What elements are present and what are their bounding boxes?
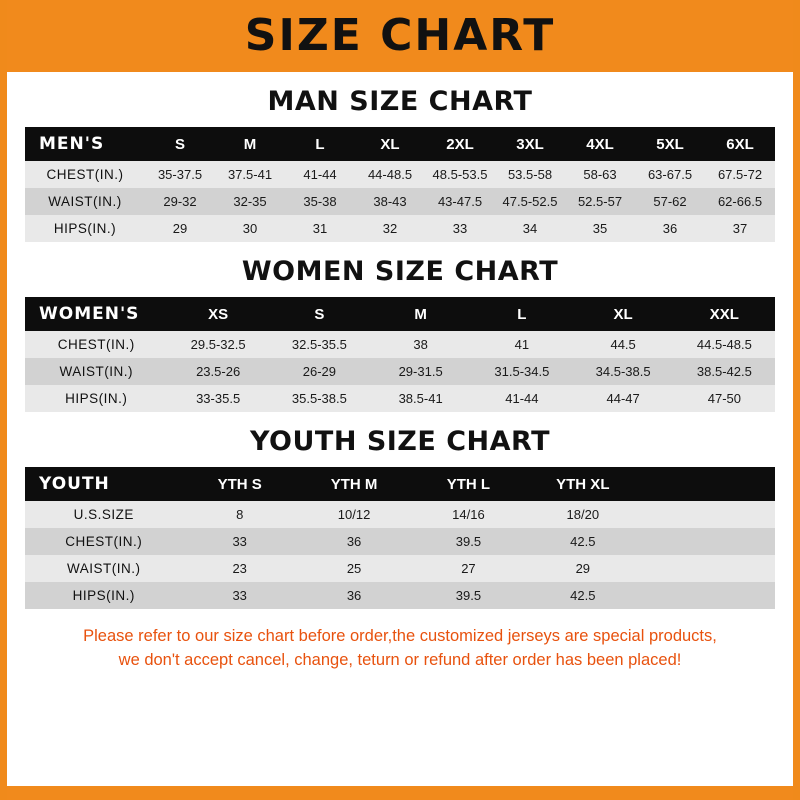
men-col-xl: XL xyxy=(355,127,425,161)
women-col-m: M xyxy=(370,297,471,331)
table-cell: 33-35.5 xyxy=(196,391,241,406)
women-col-xxl: XXL xyxy=(674,297,775,331)
table-cell: 38-43 xyxy=(373,194,407,209)
table-cell: 47-50 xyxy=(707,391,741,406)
table-cell: 29 xyxy=(575,561,591,576)
men-col-l: L xyxy=(285,127,355,161)
youth-size-table xyxy=(25,467,775,609)
table-cell-spacer xyxy=(640,555,775,582)
table-cell: 29-32 xyxy=(163,194,197,209)
table-row xyxy=(25,215,775,242)
table-row xyxy=(25,385,775,412)
youth-col-xl: YTH XL xyxy=(526,467,640,501)
table-cell: 35-38 xyxy=(303,194,337,209)
table-row xyxy=(25,331,775,358)
table-cell: 34 xyxy=(522,221,538,236)
page-title: SIZE CHART xyxy=(244,10,556,61)
youth-col-l: YTH L xyxy=(411,467,525,501)
men-row-header-label: MEN'S xyxy=(25,127,145,161)
table-cell: 33 xyxy=(452,221,468,236)
men-size-table xyxy=(25,127,775,242)
table-cell: 37 xyxy=(732,221,748,236)
table-cell: 29 xyxy=(172,221,188,236)
table-cell: 67.5-72 xyxy=(717,167,763,182)
women-size-table xyxy=(25,297,775,412)
youth-row-label-waist: WAIST(IN.) xyxy=(67,561,141,576)
youth-col-spacer xyxy=(640,467,775,501)
section-title-youth: YOUTH SIZE CHART xyxy=(249,426,551,457)
table-cell: 31.5-34.5 xyxy=(494,364,550,379)
men-row-label-hips: HIPS(IN.) xyxy=(53,221,117,236)
chart-content xyxy=(7,86,793,673)
men-col-5xl: 5XL xyxy=(635,127,705,161)
table-cell: 30 xyxy=(242,221,258,236)
men-row-label-waist: WAIST(IN.) xyxy=(48,194,122,209)
table-cell: 43-47.5 xyxy=(437,194,483,209)
table-cell: 8 xyxy=(236,507,244,522)
table-cell-spacer xyxy=(640,528,775,555)
table-cell: 62-66.5 xyxy=(717,194,763,209)
table-cell: 57-62 xyxy=(653,194,687,209)
table-cell: 44.5 xyxy=(610,337,636,352)
men-col-4xl: 4XL xyxy=(565,127,635,161)
table-cell: 33 xyxy=(232,534,247,549)
table-cell: 37.5-41 xyxy=(227,167,273,182)
women-row-label-hips: HIPS(IN.) xyxy=(65,391,128,406)
table-row xyxy=(25,501,775,528)
men-col-s: S xyxy=(145,127,215,161)
table-cell: 18/20 xyxy=(566,507,600,522)
footer-note-line-2: we don't accept cancel, change, teturn or refund after order has been placed! xyxy=(118,650,682,669)
table-cell: 35.5-38.5 xyxy=(291,391,347,406)
table-cell: 44-48.5 xyxy=(367,167,413,182)
section-title-women: WOMEN SIZE CHART xyxy=(241,256,559,287)
table-cell: 33 xyxy=(232,588,247,603)
table-cell: 27 xyxy=(461,561,476,576)
men-col-2xl: 2XL xyxy=(425,127,495,161)
youth-row-header-label: YOUTH xyxy=(25,467,183,501)
table-cell: 23 xyxy=(232,561,247,576)
table-cell: 58-63 xyxy=(583,167,617,182)
youth-row-label-ussize: U.S.SIZE xyxy=(73,507,134,522)
men-col-3xl: 3XL xyxy=(495,127,565,161)
table-cell: 41-44 xyxy=(303,167,337,182)
table-cell: 41-44 xyxy=(505,391,539,406)
youth-col-m: YTH M xyxy=(297,467,411,501)
table-cell: 10/12 xyxy=(337,507,371,522)
bottom-accent-bar xyxy=(7,786,793,800)
table-cell: 32 xyxy=(382,221,398,236)
table-cell: 36 xyxy=(346,534,362,549)
table-cell: 32-35 xyxy=(233,194,267,209)
youth-row-label-hips: HIPS(IN.) xyxy=(72,588,135,603)
table-row xyxy=(25,528,775,555)
women-col-l: L xyxy=(471,297,572,331)
men-row-label-chest: CHEST(IN.) xyxy=(46,167,124,182)
table-cell: 36 xyxy=(346,588,362,603)
table-cell: 39.5 xyxy=(455,588,482,603)
footer-note xyxy=(25,625,775,673)
men-col-m: M xyxy=(215,127,285,161)
youth-col-s: YTH S xyxy=(183,467,297,501)
women-row-label-chest: CHEST(IN.) xyxy=(57,337,135,352)
table-cell: 35 xyxy=(592,221,608,236)
table-cell: 47.5-52.5 xyxy=(502,194,558,209)
table-cell: 42.5 xyxy=(570,588,596,603)
table-row xyxy=(25,358,775,385)
table-cell: 31 xyxy=(312,221,328,236)
table-cell: 53.5-58 xyxy=(507,167,553,182)
table-row xyxy=(25,582,775,609)
table-header-row xyxy=(25,297,775,331)
women-row-label-waist: WAIST(IN.) xyxy=(59,364,133,379)
table-row xyxy=(25,188,775,215)
table-header-row xyxy=(25,467,775,501)
table-cell: 52.5-57 xyxy=(577,194,623,209)
table-cell: 32.5-35.5 xyxy=(291,337,347,352)
table-cell: 38.5-41 xyxy=(398,391,443,406)
youth-row-label-chest: CHEST(IN.) xyxy=(65,534,143,549)
table-cell: 26-29 xyxy=(302,364,336,379)
table-cell: 63-67.5 xyxy=(647,167,693,182)
table-cell: 29-31.5 xyxy=(398,364,443,379)
table-cell: 42.5 xyxy=(570,534,596,549)
table-cell: 48.5-53.5 xyxy=(432,167,488,182)
table-cell: 35-37.5 xyxy=(157,167,203,182)
table-header-row xyxy=(25,127,775,161)
women-col-s: S xyxy=(269,297,370,331)
page-banner xyxy=(0,0,800,72)
table-cell-spacer xyxy=(640,582,775,609)
section-title-men: MAN SIZE CHART xyxy=(267,86,533,117)
men-col-6xl: 6XL xyxy=(705,127,775,161)
table-cell: 41 xyxy=(514,337,530,352)
table-cell: 29.5-32.5 xyxy=(190,337,246,352)
table-cell: 14/16 xyxy=(452,507,485,522)
table-cell: 44.5-48.5 xyxy=(696,337,752,352)
table-row xyxy=(25,555,775,582)
footer-note-line-1: Please refer to our size chart before order,the customized jerseys are special products, xyxy=(83,627,717,645)
women-row-header-label: WOMEN'S xyxy=(25,297,168,331)
table-cell-spacer xyxy=(640,501,775,528)
table-cell: 23.5-26 xyxy=(196,364,241,379)
table-cell: 38.5-42.5 xyxy=(696,364,752,379)
table-row xyxy=(25,161,775,188)
table-cell: 38 xyxy=(413,337,428,352)
table-cell: 36 xyxy=(662,221,678,236)
table-cell: 34.5-38.5 xyxy=(595,364,651,379)
table-cell: 39.5 xyxy=(455,534,482,549)
women-col-xl: XL xyxy=(573,297,674,331)
table-cell: 44-47 xyxy=(606,391,640,406)
table-cell: 25 xyxy=(346,561,362,576)
women-col-xs: XS xyxy=(168,297,269,331)
